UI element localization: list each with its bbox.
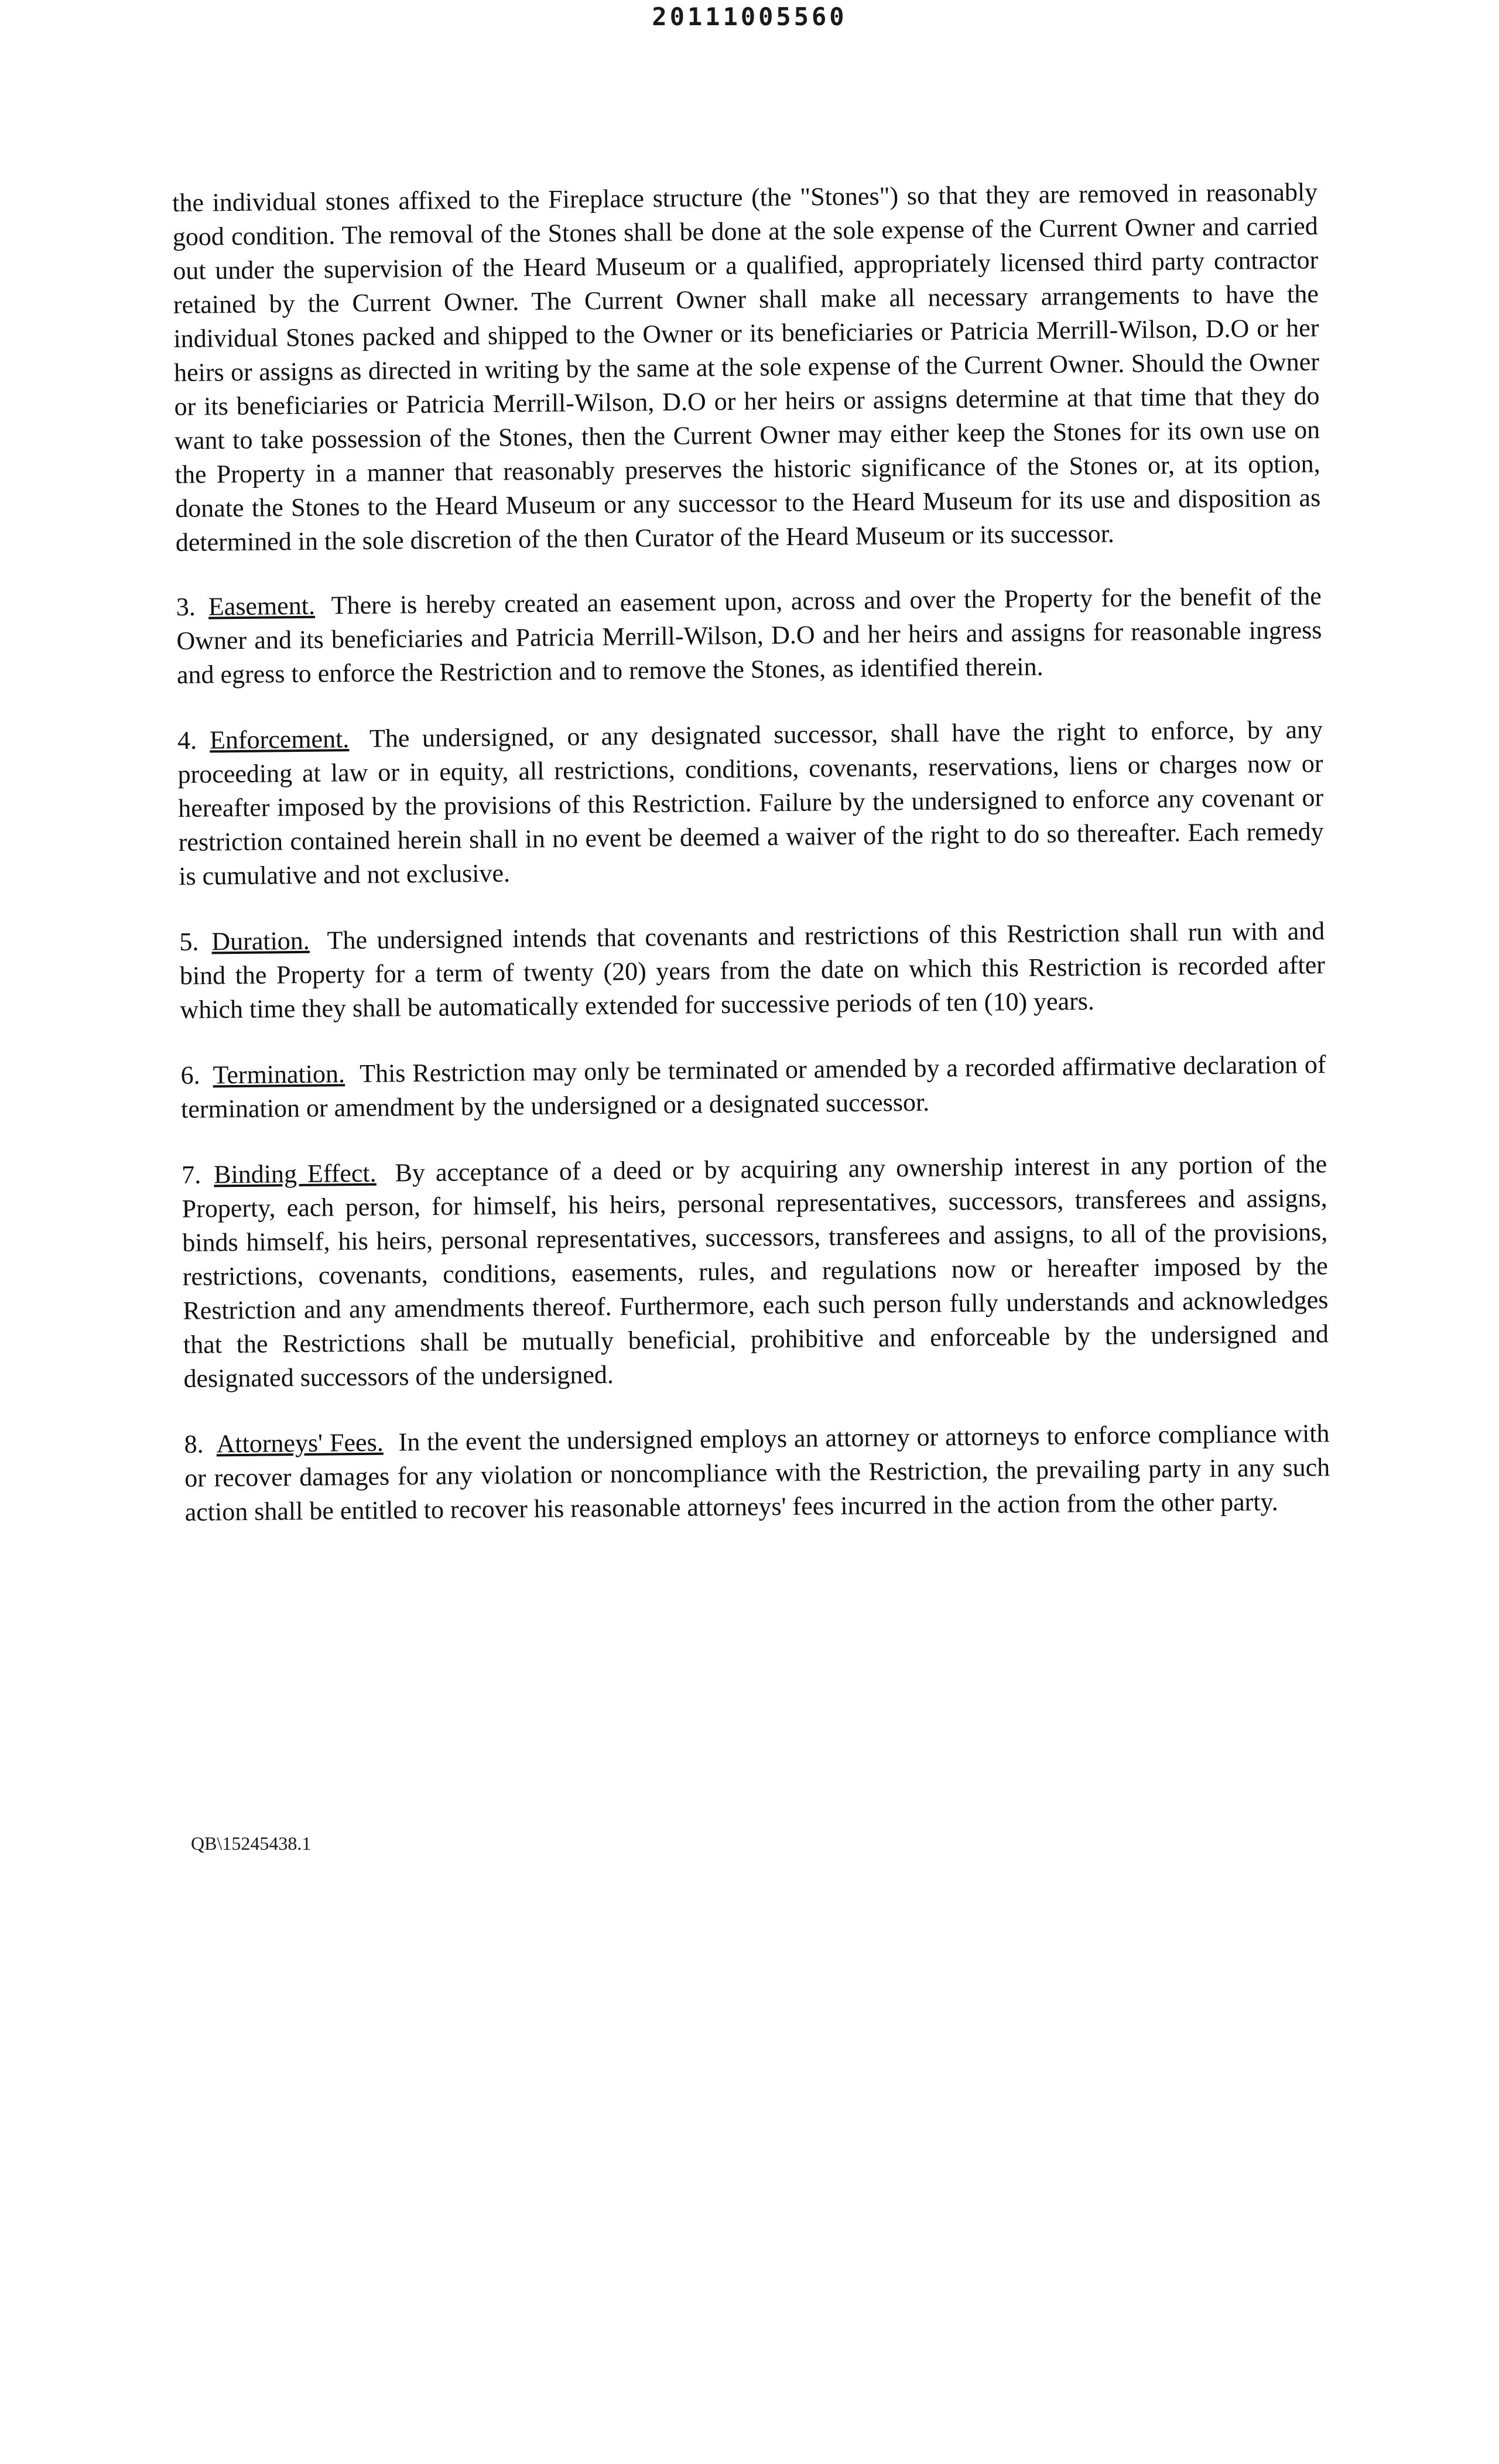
section-heading: Easement. (208, 591, 316, 621)
section-number: 3. (176, 592, 196, 621)
section-termination (180, 1048, 1326, 1127)
document-body (172, 175, 1330, 1561)
section-number: 6. (180, 1060, 200, 1090)
section-number: 7. (181, 1160, 201, 1189)
section-number: 4. (177, 725, 197, 755)
section-heading: Termination. (213, 1059, 345, 1090)
section-text: The undersigned, or any designated successor, shall have the right to enforce, by any proceeding at law or in equity, all restrictions, conditions, covenants, reservations, liens or charges now or hereafter imposed by the provisions of this Restriction. Failure by the undersigned to enforce any covenant or restriction contained herein shall in no event be deemed a waiver of the right to do so thereafter. Each remedy is cumulative and not exclusive. (177, 715, 1324, 891)
section-number: 5. (179, 927, 199, 956)
recording-number: 20111005560 (652, 2, 847, 31)
document-code: QB\15245438.1 (191, 1833, 312, 1854)
section-heading: Attorneys' Fees. (216, 1428, 384, 1459)
section-text: By acceptance of a deed or by acquiring any ownership interest in any portion of the Property, each person, for himself, his heirs, personal representatives, successors, transferees and assigns, binds himself, his heirs, personal representatives, successors, transferees and assigns, to all of the provisions, restrictions, covenants, conditions, easements, rules, and regulations now or hereafter imposed by the Restriction and any amendments thereof. Furthermore, each such person fully understands and acknowledges that the Restrictions shall be mutually beneficial, prohibitive and enforceable by the undersigned and designated successors of the undersigned. (182, 1149, 1329, 1393)
section-heading: Binding Effect. (213, 1158, 377, 1189)
section-text: In the event the undersigned employs an attorney or attorneys to enforce compliance with or recover damages for any violation or noncompliance with the Restriction, the prevailing party in any such action shall be entitled to recover his reasonable attorneys' fees incurred in the action from the other party. (184, 1419, 1330, 1527)
intro-paragraph: the individual stones affixed to the Fireplace structure (the "Stones") so that they are removed in reasonably good condition. The removal of the Stones shall be done at the sole expense of the Current Owner and carried out under the supervision of the Heard Museum or a qualified, appropriately licensed third party contractor retained by the Current Owner. The Current Owner shall make all necessary arrangements to have the individual Stones packed and shipped to the Owner or its beneficiaries or Patricia Merrill-Wilson, D.O or her heirs or assigns as directed in writing by the same at the sole expense of the Current Owner. Should the Owner or its beneficiaries or Patricia Merrill-Wilson, D.O or her heirs or assigns determine at that time that they do want to take possession of the Stones, then the Current Owner may either keep the Stones for its own use on the Property in a manner that reasonably preserves the historic significance of the Stones or, at its option, donate the Stones to the Heard Museum or any successor to the Heard Museum for its use and disposition as determined in the sole discretion of the then Curator of the Heard Museum or its successor. (172, 177, 1321, 557)
section-text: There is hereby created an easement upon, across and over the Property for the benefit of the Owner and its beneficiaries and Patricia Merrill-Wilson, D.O and her heirs and assigns for reasonable ingress and egress to enforce the Restriction and to remove the Stones, as identified therein. (176, 581, 1322, 689)
section-number: 8. (184, 1429, 204, 1459)
section-enforcement (177, 713, 1325, 894)
section-easement (176, 579, 1323, 692)
section-heading: Duration. (211, 926, 310, 956)
section-text: The undersigned intends that covenants and restrictions of this Restriction shall run with and bind the Property for a term of twenty (20) years from the date on which this Restriction is recorded after which time they shall be automatically extended for successive periods of ten (10) years. (179, 916, 1326, 1024)
section-duration (179, 914, 1326, 1027)
section-heading: Enforcement. (209, 724, 350, 755)
section-text: This Restriction may only be terminated or amended by a recorded affirmative declaration of termination or amendment by the undersigned or a designated successor. (180, 1050, 1326, 1124)
section-binding-effect (182, 1147, 1329, 1396)
section-attorneys-fees (184, 1416, 1330, 1529)
